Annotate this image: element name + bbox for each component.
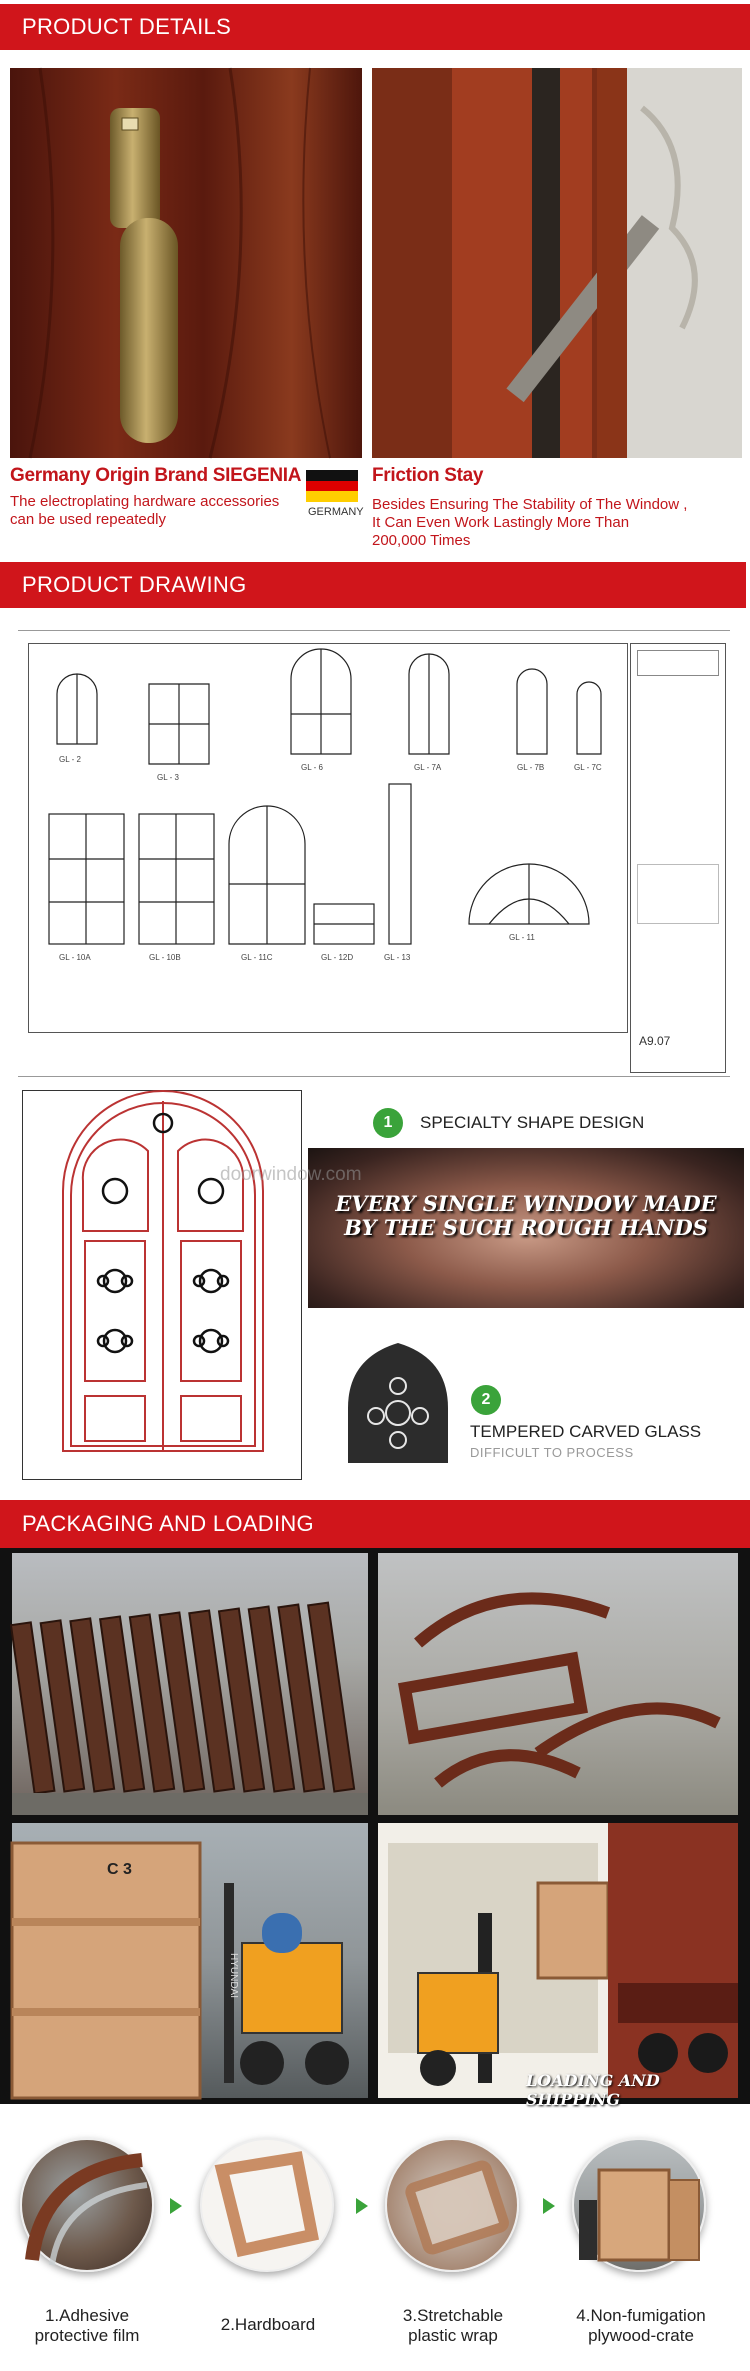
arched-frames-photo	[378, 1553, 738, 1815]
crate-marking: C 3	[107, 1861, 132, 1878]
arched-window-elevation	[22, 1090, 302, 1480]
germany-flag-icon	[306, 470, 358, 502]
step3-line2: plastic wrap	[408, 2326, 498, 2345]
friction-stay-title: Friction Stay	[372, 465, 484, 486]
stacked-frames-photo	[12, 1553, 368, 1815]
craftsman-hands-photo	[308, 1148, 744, 1308]
feature-subtitle-2: DIFFICULT TO PROCESS	[470, 1445, 634, 1460]
step3-label	[368, 2306, 538, 2346]
container-loading-illustration	[378, 1823, 738, 2098]
step4-plywood-crate-image	[572, 2138, 706, 2272]
step1-line1: 1.Adhesive	[44, 2306, 130, 2325]
carved-glass-sample	[338, 1338, 458, 1468]
watermark: doorwindow.com	[220, 1164, 362, 1185]
plastic-wrap-illustration	[387, 2140, 521, 2274]
step1-label	[2, 2306, 172, 2346]
friction-stay-text-line1: Besides Ensuring The Stability of The Window ,	[372, 496, 688, 513]
drawing-title-block	[630, 643, 726, 1073]
step4-label	[556, 2306, 726, 2346]
carved-glass-illustration	[338, 1338, 458, 1468]
drawing-label: GL - 12D	[321, 953, 354, 962]
step3-plastic-wrap-image	[385, 2138, 519, 2272]
feature-number-1: 1	[373, 1108, 403, 1138]
crate-forklift-illustration	[12, 1823, 368, 2098]
feature-number-2: 2	[471, 1385, 501, 1415]
drawing-label: GL - 6	[301, 763, 323, 772]
hands-text-line1: EVERY SINGLE WINDOW MADE	[335, 1191, 717, 1216]
drawing-top-rule	[18, 630, 730, 631]
arrow-icon	[170, 2198, 182, 2214]
crate-forklift-photo	[12, 1823, 368, 2098]
step1-line2: protective film	[34, 2326, 140, 2345]
siegenia-title: Germany Origin Brand SIEGENIA	[10, 465, 302, 486]
product-details-banner: PRODUCT DETAILS	[0, 4, 750, 50]
feature-title-2: TEMPERED CARVED GLASS	[470, 1422, 702, 1441]
sheet-number: A9.07	[639, 1034, 671, 1048]
forklift-brand: HYUNDAI	[228, 1953, 239, 1999]
step1-adhesive-film-image	[20, 2138, 154, 2272]
step2-label	[183, 2315, 353, 2335]
feature-title-1: SPECIALTY SHAPE DESIGN	[420, 1113, 645, 1132]
drawing-label: GL - 2	[59, 755, 81, 764]
drawing-label: GL - 10A	[59, 953, 91, 962]
drawing-sheet	[29, 644, 629, 1034]
siegenia-text-line1: The electroplating hardware accessories	[10, 493, 280, 510]
shipping-caption: LOADING AND SHIPPING	[526, 2071, 660, 2109]
friction-stay-text-line3: 200,000 Times	[372, 532, 471, 549]
hardboard-illustration	[202, 2140, 336, 2274]
arrow-icon	[543, 2198, 555, 2214]
container-loading-photo	[378, 1823, 738, 2109]
technical-drawing	[28, 643, 628, 1033]
step2-line1: 2.Hardboard	[220, 2315, 316, 2334]
drawing-bottom-rule	[18, 1076, 730, 1077]
handle-photo	[10, 68, 362, 458]
arrow-icon	[356, 2198, 368, 2214]
product-drawing-banner: PRODUCT DRAWING	[0, 562, 746, 608]
film-illustration	[22, 2140, 156, 2274]
stacked-frames-illustration	[12, 1553, 368, 1815]
step4-line2: plywood-crate	[588, 2326, 694, 2345]
drawing-label: GL - 7C	[574, 763, 602, 772]
siegenia-text-line2: can be used repeatedly	[10, 511, 166, 528]
step4-line1: 4.Non-fumigation	[576, 2306, 706, 2325]
drawing-label: GL - 11	[509, 933, 535, 942]
arched-frames-illustration	[378, 1553, 738, 1815]
drawing-label: GL - 3	[157, 773, 179, 782]
step2-hardboard-image	[200, 2138, 334, 2272]
drawing-label: GL - 7B	[517, 763, 545, 772]
friction-stay-photo	[372, 68, 742, 458]
arched-window-drawing	[23, 1091, 303, 1481]
handle-illustration	[10, 68, 362, 458]
packaging-banner: PACKAGING AND LOADING	[0, 1500, 750, 1548]
hands-text-line2: BY THE SUCH ROUGH HANDS	[344, 1215, 708, 1240]
drawing-label: GL - 11C	[241, 953, 273, 962]
flag-label: GERMANY	[308, 506, 364, 518]
crate-illustration	[574, 2140, 708, 2274]
friction-stay-text-line2: It Can Even Work Lastingly More Than	[372, 514, 630, 531]
drawing-label: GL - 10B	[149, 953, 181, 962]
drawing-label: GL - 7A	[414, 763, 442, 772]
friction-stay-illustration	[372, 68, 742, 458]
drawing-label: GL - 13	[384, 953, 411, 962]
step3-line1: 3.Stretchable	[402, 2306, 504, 2325]
